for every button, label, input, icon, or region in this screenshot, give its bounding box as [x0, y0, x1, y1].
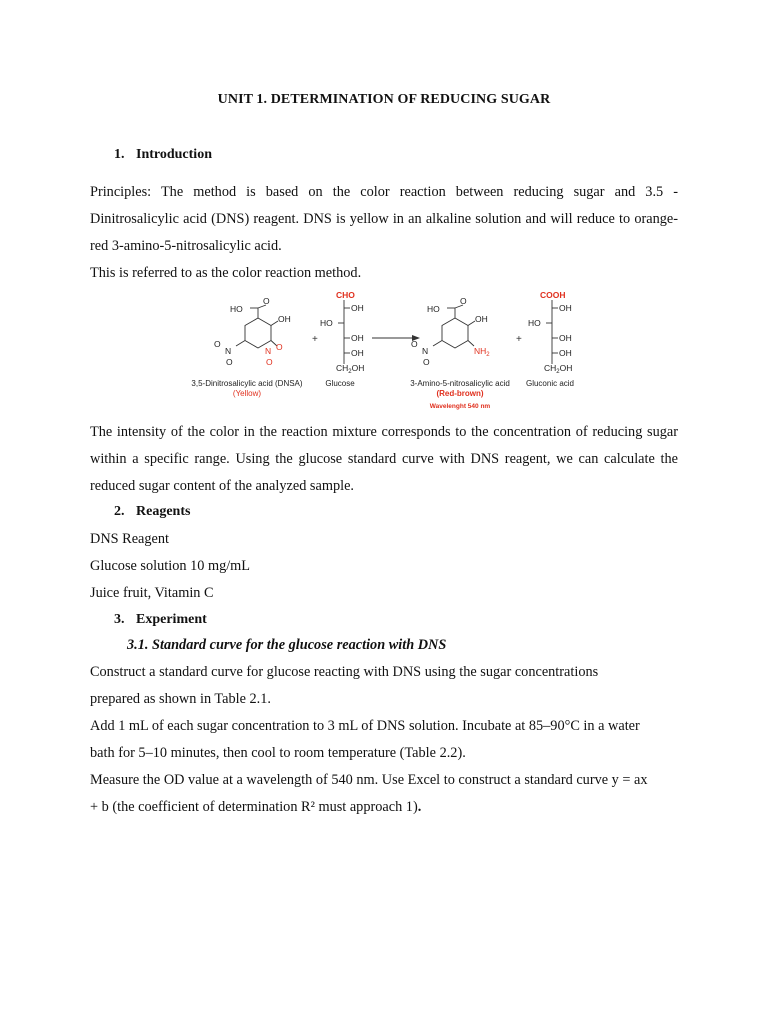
- amino-benzene-ring: [442, 318, 468, 348]
- section-heading-experiment: [114, 612, 207, 628]
- amino-nh2-label: $NH_2$: [474, 346, 490, 358]
- gluconic-ch2oh: $CH_2OH$: [544, 363, 573, 375]
- color-method-sentence: This is referred to as the color reaction method.: [90, 265, 362, 281]
- gluconic-caption: Gluconic acid: [525, 379, 575, 388]
- reaction-scheme-figure: [180, 288, 590, 413]
- experiment-text-main: + b (the coefficient of determination R² must approach 1): [90, 799, 418, 815]
- dnsa-left-o-label: O: [214, 339, 221, 349]
- plus-sign-left: +: [312, 334, 318, 345]
- amino-o-label: O: [460, 296, 467, 306]
- experiment-text-line: prepared as shown in Table 2.1.: [90, 691, 271, 707]
- amino-ho-label: HO: [427, 304, 440, 314]
- dnsa-caption: 3,5-Dinitrosalicylic acid (DNSA): [191, 379, 303, 388]
- section-label: Experiment: [136, 612, 207, 627]
- glucose-ho-2: HO: [320, 318, 333, 328]
- glucose-caption: Glucose: [325, 379, 355, 388]
- experiment-text-line: Add 1 mL of each sugar concentration to 3 mL of DNS solution. Incubate at 85–90°C in a water: [90, 718, 640, 734]
- reagent-item: Glucose solution 10 mg/mL: [90, 558, 251, 574]
- experiment-text-line: [90, 799, 421, 816]
- principles-paragraph: Principles: The method is based on the color reaction between reducing sugar and 3.5 - Dinitrosalicylic acid (DNS) reagent. DNS is yellow in an alkaline solution and will reduce to orange-red 3-amino-5-nitrosalicylic acid.: [90, 184, 678, 254]
- amino-left-o2-label: O: [423, 357, 430, 367]
- reagent-item: DNS Reagent: [90, 531, 170, 547]
- gluconic-cooh-label: COOH: [540, 290, 566, 300]
- dnsa-right-o2-label: O: [266, 357, 273, 367]
- glucose-oh-4: OH: [351, 348, 364, 358]
- gluconic-oh-3: OH: [559, 333, 572, 343]
- plus-sign-right: +: [516, 334, 522, 345]
- reaction-scheme-svg: [180, 288, 590, 413]
- gluconic-ho-2: HO: [528, 318, 541, 328]
- amino-oh-label: OH: [475, 314, 488, 324]
- section-heading-introduction: [114, 147, 212, 163]
- experiment-text-line: Measure the OD value at a wavelength of 540 nm. Use Excel to construct a standard curve y = ax: [90, 772, 648, 788]
- section-heading-reagents: [114, 504, 190, 520]
- amino-caption: 3-Amino-5-nitrosalicylic acid: [410, 379, 510, 388]
- section-number: 3.: [114, 612, 125, 627]
- section-number: 1.: [114, 147, 125, 162]
- dnsa-right-o-label: O: [276, 342, 283, 352]
- amino-color-caption: (Red-brown): [436, 389, 484, 398]
- dnsa-oh-label: OH: [278, 314, 291, 324]
- dnsa-right-n-label: N: [265, 346, 272, 356]
- glucose-oh-3: OH: [351, 333, 364, 343]
- dnsa-left-o2-label: O: [226, 357, 233, 367]
- dnsa-left-n-label: N: [225, 346, 232, 356]
- subsection-heading: 3.1. Standard curve for the glucose reaction with DNS: [127, 637, 447, 653]
- experiment-text-line: bath for 5–10 minutes, then cool to room temperature (Table 2.2).: [90, 745, 466, 761]
- gluconic-oh-1: OH: [559, 303, 572, 313]
- glucose-oh-1: OH: [351, 303, 364, 313]
- wavelength-caption: Wavelenght 540 nm: [429, 403, 491, 410]
- experiment-text-period: .: [417, 799, 422, 815]
- dnsa-o-label: O: [263, 296, 270, 306]
- section-label: Reagents: [136, 504, 191, 519]
- amino-left-n-label: N: [422, 346, 429, 356]
- glucose-ch2oh: $CH_2OH$: [336, 363, 365, 375]
- page-title: UNIT 1. DETERMINATION OF REDUCING SUGAR: [217, 92, 551, 107]
- dnsa-ho-label: HO: [230, 304, 243, 314]
- intensity-paragraph: The intensity of the color in the reaction mixture corresponds to the concentration of reducing sugar within a specific range. Using the glucose standard curve with DNS reagent, we can calculate the reduced sugar content of the analyzed sample.: [90, 424, 678, 494]
- section-number: 2.: [114, 504, 125, 519]
- dnsa-benzene-ring: [245, 318, 271, 348]
- glucose-cho-label: CHO: [336, 290, 355, 300]
- dnsa-color-caption: (Yellow): [232, 389, 262, 398]
- reagent-item: Juice fruit, Vitamin C: [90, 585, 214, 601]
- experiment-text-line: Construct a standard curve for glucose reacting with DNS using the sugar concentrations: [90, 664, 599, 680]
- gluconic-oh-4: OH: [559, 348, 572, 358]
- amino-left-o-label: O: [411, 339, 418, 349]
- section-label: Introduction: [136, 147, 212, 162]
